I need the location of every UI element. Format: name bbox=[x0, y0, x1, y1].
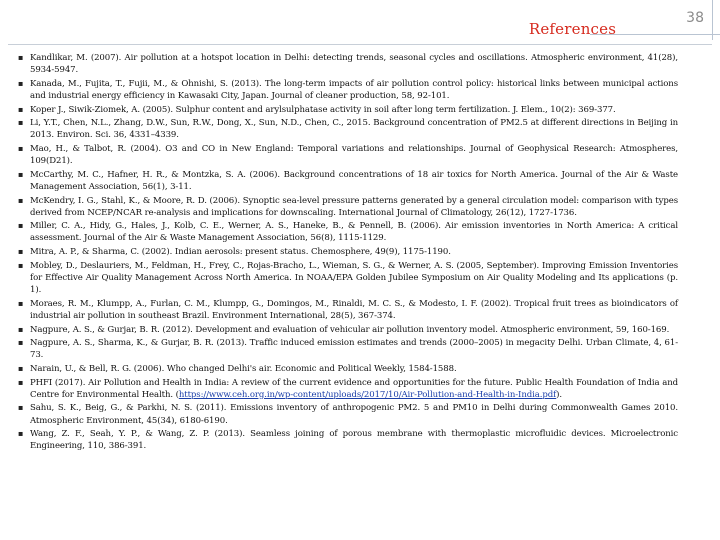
reference-text: Kandlikar, M. (2007). Air pollution at a hotspot location in Delhi: detecting trends, seasonal cycles and oscillations. Atmospheric environment, 41(28), 5934-5947. bbox=[30, 53, 678, 76]
reference-item bbox=[18, 402, 678, 426]
reference-text: Mobley, D., Deslauriers, M., Feldman, H., Frey, C., Rojas-Bracho, L., Wieman, S. G., & Werner, A. S. (2005, September). Improving Emission Inventories for Effective Air Quality Management Across North America. In NOAA/EPA Golden Jubilee Symposium on Air Quality Modeling and Its applications (p. 1). bbox=[30, 260, 678, 296]
reference-item bbox=[18, 246, 678, 258]
bullet-icon: ▪ bbox=[18, 144, 24, 154]
bullet-icon: ▪ bbox=[18, 195, 24, 205]
bullet-icon: ▪ bbox=[18, 53, 24, 62]
bullet-icon: ▪ bbox=[18, 260, 24, 270]
bullet-icon: ▪ bbox=[18, 363, 24, 373]
reference-text: Narain, U., & Bell, R. G. (2006). Who changed Delhi's air. Economic and Political Weekly, 1584-1588. bbox=[30, 363, 457, 374]
slide-title: References bbox=[528, 20, 617, 38]
bullet-icon: ▪ bbox=[18, 298, 24, 308]
reference-item bbox=[18, 78, 678, 102]
reference-item bbox=[18, 298, 678, 322]
reference-list bbox=[18, 52, 678, 454]
reference-text: Sahu, S. K., Beig, G., & Parkhi, N. S. (2011). Emissions inventory of anthropogenic PM2. 5 and PM10 in Delhi during Commonwealth Games 2010. Atmospheric Environment, 45(34), 6180-6190. bbox=[30, 403, 678, 426]
reference-text: PHFI (2017). Air Pollution and Health in India: A review of the current evidence and opportunities for the future. Public Health Foundation of India and Centre for Environmental Health. ( bbox=[30, 377, 678, 400]
bullet-icon: ▪ bbox=[18, 104, 24, 114]
bullet-icon: ▪ bbox=[18, 403, 24, 413]
reference-item bbox=[18, 428, 678, 452]
reference-item bbox=[18, 143, 678, 167]
reference-text: Li, Y.T., Chen, N.L., Zhang, D.W., Sun, R.W., Dong, X., Sun, N.D., Chen, C., 2015. Background concentration of PM2.5 at different directions in Beijing in 2013. Environ. Sci. 36, 4331–4339. bbox=[30, 118, 678, 141]
reference-item bbox=[18, 117, 678, 141]
reference-item bbox=[18, 52, 678, 76]
reference-text-suffix: ). bbox=[556, 389, 563, 400]
reference-text: Wang, Z. F., Seah, Y. P., & Wang, Z. P. (2013). Seamless joining of porous membrane with thermoplastic microfluidic devices. Microelectronic Engineering, 110, 386-391. bbox=[30, 429, 678, 452]
reference-text: McCarthy, M. C., Hafner, H. R., & Montzka, S. A. (2006). Background concentrations of 18 air toxics for North America. Journal of the Air & Waste Management Association, 56(1), 3-11. bbox=[30, 169, 678, 192]
bullet-icon: ▪ bbox=[18, 324, 24, 334]
bullet-icon: ▪ bbox=[18, 377, 24, 387]
bullet-icon: ▪ bbox=[18, 338, 24, 348]
reference-text: Koper J., Siwik-Ziomek, A. (2005). Sulphur content and arylsulphatase activity in soil after long term fertilization. J. Elem., 10(2): 369-377. bbox=[30, 104, 616, 115]
reference-item bbox=[18, 195, 678, 219]
bullet-icon: ▪ bbox=[18, 429, 24, 439]
reference-item bbox=[18, 104, 678, 116]
reference-text: Miller, C. A., Hidy, G., Hales, J., Kolb, C. E., Werner, A. S., Haneke, B., & Pennell, B. (2006). Air emission inventories in North America: A critical assessment. Journal of the Air & Waste Management Association, 56(8), 1115-1129. bbox=[30, 221, 678, 244]
bullet-icon: ▪ bbox=[18, 169, 24, 179]
reference-text: Kanada, M., Fujita, T., Fujii, M., & Ohnishi, S. (2013). The long-term impacts of air pollution control policy: historical links between municipal actions and industrial energy efficiency in Kawasaki City, Japan. Journal of cleaner production, 58, 92-101. bbox=[30, 78, 678, 101]
reference-text: Nagpure, A. S., & Gurjar, B. R. (2012). Development and evaluation of vehicular air pollution inventory model. Atmospheric environment, 59, 160-169. bbox=[30, 324, 670, 335]
bullet-icon: ▪ bbox=[18, 78, 24, 88]
reference-item bbox=[18, 169, 678, 193]
reference-text: Nagpure, A. S., Sharma, K., & Gurjar, B. R. (2013). Traffic induced emission estimates and trends (2000–2005) in megacity Delhi. Urban Climate, 4, 61-73. bbox=[30, 338, 678, 361]
title-divider bbox=[8, 44, 712, 45]
reference-text: Mao, H., & Talbot, R. (2004). O3 and CO in New England: Temporal variations and relationships. Journal of Geophysical Research: Atmospheres, 109(D21). bbox=[30, 144, 678, 167]
bullet-icon: ▪ bbox=[18, 118, 24, 128]
reference-item bbox=[18, 260, 678, 296]
reference-text: Mitra, A. P., & Sharma, C. (2002). Indian aerosols: present status. Chemosphere, 49(9), 1175-1190. bbox=[30, 247, 451, 258]
reference-item bbox=[18, 377, 678, 401]
bullet-icon: ▪ bbox=[18, 221, 24, 231]
reference-text: McKendry, I. G., Stahl, K., & Moore, R. D. (2006). Synoptic sea-level pressure patterns generated by a general circulation model: comparison with types derived from NCEP/NCAR re-analysis and implications for downscaling. International Journal of Climatology, 26(12), 1727-1736. bbox=[30, 195, 678, 218]
reference-item bbox=[18, 337, 678, 361]
reference-text: Moraes, R. M., Klumpp, A., Furlan, C. M., Klumpp, G., Domingos, M., Rinaldi, M. C. S., & Modesto, I. F. (2002). Tropical fruit trees as bioindicators of industrial air pollution in southeast Brazil. Environment International, 28(5), 367-374. bbox=[30, 298, 678, 321]
reference-item bbox=[18, 324, 678, 336]
reference-link[interactable]: https://www.ceh.org.in/wp-content/uploads/2017/10/Air-Pollution-and-Health-in-India.pdf bbox=[178, 389, 557, 400]
reference-item bbox=[18, 220, 678, 244]
bullet-icon: ▪ bbox=[18, 247, 24, 257]
reference-item bbox=[18, 363, 678, 375]
page-number: 38 bbox=[686, 10, 704, 26]
